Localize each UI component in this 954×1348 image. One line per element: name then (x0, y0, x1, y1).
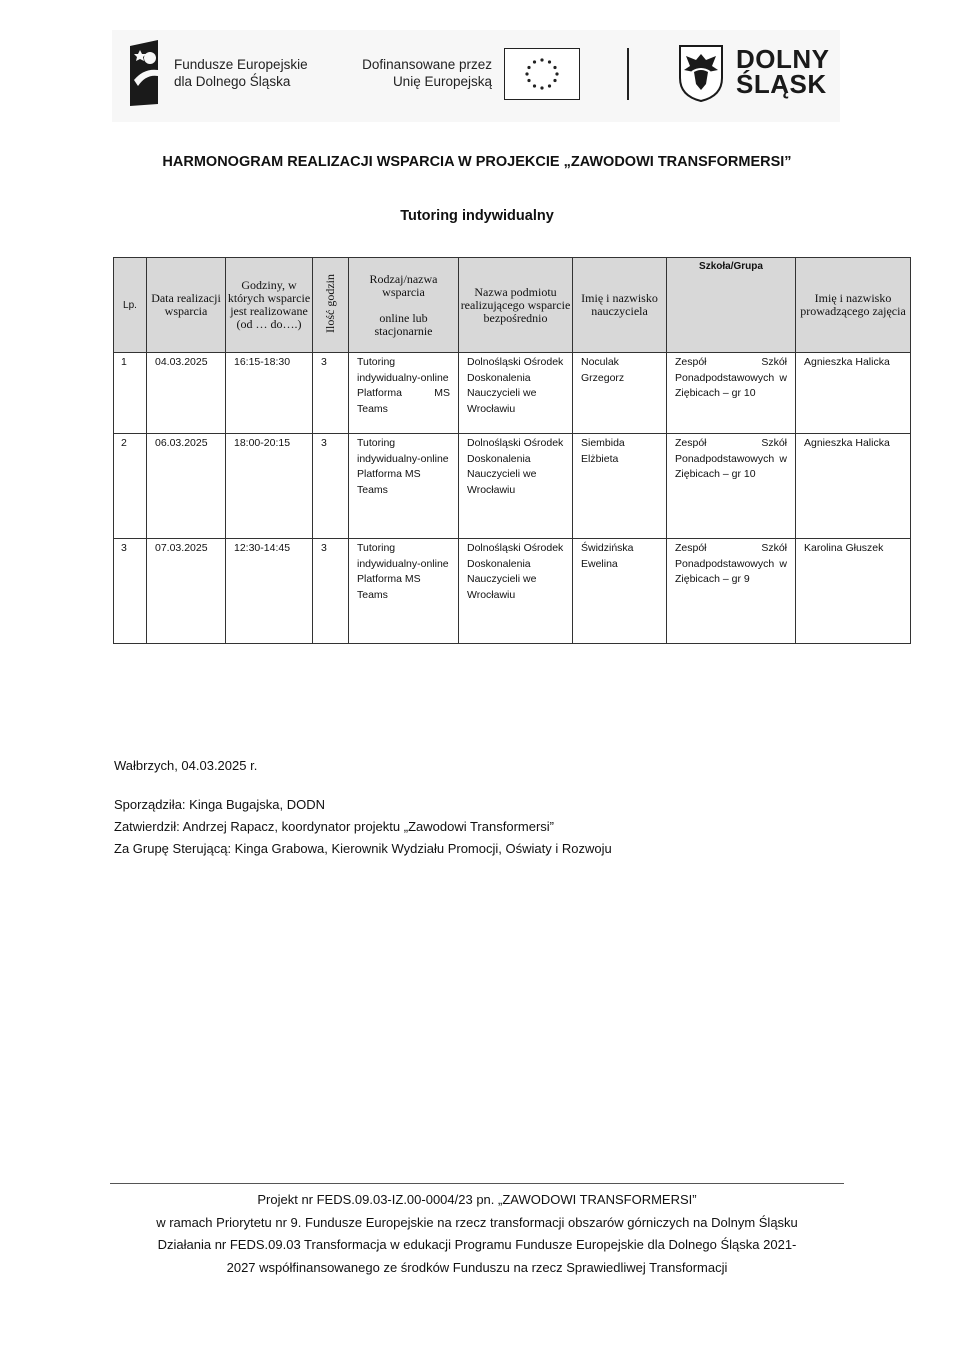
cell-teacher: Siembida Elżbieta (573, 434, 667, 539)
cell-lp: 3 (114, 539, 147, 644)
cell-count: 3 (313, 539, 349, 644)
header-type: Rodzaj/nazwa wsparcia (369, 271, 438, 299)
cell-entity: Dolnośląski Ośrodek Doskonalenia Nauczycieli we Wrocławiu (459, 539, 573, 644)
cofinanced-text (344, 56, 492, 90)
cell-teacher: Noculak Grzegorz (573, 353, 667, 434)
steering-group: Za Grupę Sterującą: Kinga Grabowa, Kierownik Wydziału Promocji, Oświaty i Rozwoju (114, 841, 612, 856)
document-subtitle: Tutoring indywidualny (400, 208, 554, 224)
header-teacher: Imię i nazwisko nauczyciela (573, 258, 667, 353)
header-type-mode: online lub stacjonarnie (374, 310, 433, 338)
cell-hours: 12:30-14:45 (226, 539, 313, 644)
header-type-cell (349, 258, 459, 353)
cell-lp: 2 (114, 434, 147, 539)
cell-hours: 18:00-20:15 (226, 434, 313, 539)
header-hours: Godziny, w których wsparcie jest realizowane (od … do….) (226, 258, 313, 353)
header-date: Data realizacji wsparcia (147, 258, 226, 353)
cofin-line-2: Unię Europejską (392, 74, 492, 89)
footer-line-1: Projekt nr FEDS.09.03-IZ.00-0004/23 pn. „ZAWODOWI TRANSFORMERSI” (257, 1192, 697, 1207)
table-row (114, 434, 911, 539)
place-and-date: Wałbrzych, 04.03.2025 r. (114, 758, 258, 773)
fundusze-europejskie-logo-icon (128, 40, 166, 106)
header-school: Szkoła/Grupa (667, 258, 796, 353)
cell-school: Zespół Szkół Ponadpodstawowych w Ziębicach – gr 9 (667, 539, 796, 644)
cell-school: Zespół Szkół Ponadpodstawowych w Ziębicach – gr 10 (667, 434, 796, 539)
cell-leader: Agnieszka Halicka (796, 434, 911, 539)
cell-teacher: Świdzińska Ewelina (573, 539, 667, 644)
ds-line-2: ŚLĄSK (736, 69, 827, 99)
footer-line-2: w ramach Priorytetu nr 9. Fundusze Europejskie na rzecz transformacji obszarów górniczych na Dolnym Śląsku (156, 1214, 798, 1230)
cell-count: 3 (313, 434, 349, 539)
table-row (114, 353, 911, 434)
cell-count: 3 (313, 353, 349, 434)
cofin-line-1: Dofinansowane przez (362, 57, 492, 72)
footer-line-4: 2027 współfinansowanego ze środków Funduszu na rzecz Sprawiedliwej Transformacji (226, 1259, 728, 1275)
cell-type: Tutoring indywidualny-online Platforma MS Teams (349, 539, 459, 644)
cell-school: Zespół Szkół Ponadpodstawowych w Ziębicach – gr 10 (667, 353, 796, 434)
header-count: Ilość godzin (323, 274, 337, 333)
dolny-slask-wordmark (736, 44, 830, 99)
footer (100, 1189, 854, 1279)
cell-leader: Karolina Głuszek (796, 539, 911, 644)
header-count-cell (313, 258, 349, 353)
cell-type: Tutoring indywidualny-online Platforma MS Teams (349, 353, 459, 434)
cell-entity: Dolnośląski Ośrodek Doskonalenia Nauczycieli we Wrocławiu (459, 434, 573, 539)
approved-by: Zatwierdził: Andrzej Rapacz, koordynator projektu „Zawodowi Transformersi” (114, 819, 555, 834)
cell-lp: 1 (114, 353, 147, 434)
dolny-slask-crest-icon (678, 44, 724, 102)
eu-flag-icon (504, 48, 580, 100)
cell-leader: Agnieszka Halicka (796, 353, 911, 434)
fe-line-1: Fundusze Europejskie (174, 57, 308, 72)
logo-bar (112, 30, 840, 122)
ds-line-1: DOLNY (736, 44, 830, 74)
schedule-table (113, 257, 911, 644)
fe-logo-text (174, 56, 308, 90)
cell-date: 04.03.2025 (147, 353, 226, 434)
cell-entity: Dolnośląski Ośrodek Doskonalenia Nauczycieli we Wrocławiu (459, 353, 573, 434)
logo-divider (627, 48, 629, 100)
footer-divider (110, 1183, 844, 1184)
footer-line-3: Działania nr FEDS.09.03 Transformacja w edukacji Programu Fundusze Europejskie dla Dolnego Śląska 2021- (157, 1237, 797, 1252)
header-lp: Lp. (114, 258, 147, 353)
cell-hours: 16:15-18:30 (226, 353, 313, 434)
prepared-by: Sporządziła: Kinga Bugajska, DODN (114, 797, 325, 812)
table-header-row (114, 258, 911, 353)
document-title: HARMONOGRAM REALIZACJI WSPARCIA W PROJEKCIE „ZAWODOWI TRANSFORMERSI” (162, 154, 792, 170)
header-leader: Imię i nazwisko prowadzącego zajęcia (796, 258, 911, 353)
cell-type: Tutoring indywidualny-online Platforma MS Teams (349, 434, 459, 539)
fe-line-2: dla Dolnego Śląska (174, 74, 291, 89)
header-entity: Nazwa podmiotu realizującego wsparcie bezpośrednio (459, 258, 573, 353)
table-row (114, 539, 911, 644)
cell-date: 06.03.2025 (147, 434, 226, 539)
cell-date: 07.03.2025 (147, 539, 226, 644)
